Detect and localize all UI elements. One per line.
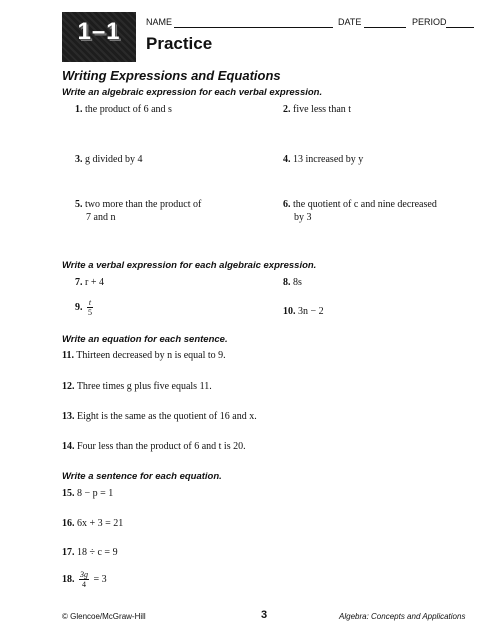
problem-text: Three times g plus five equals 11. <box>76 381 212 392</box>
problem-13: 13. Eight is the same as the quotient of 16 and x. <box>62 411 257 422</box>
lesson-number: 1–1 <box>77 18 121 45</box>
date-label: DATE <box>338 17 362 27</box>
problem-text: 8 − p = 1 <box>77 488 114 499</box>
problem-6: 6. the quotient of c and nine decreased by 3 <box>283 198 473 224</box>
problem-10: 10. 3n − 2 <box>283 306 324 317</box>
problem-18: 18. $\frac{3g}{4}$ = 3 <box>62 570 107 589</box>
problem-4: 4. 13 increased by y <box>283 154 364 165</box>
part3-instruction: Write an equation for each sentence. <box>62 334 228 345</box>
problem-text: 13 increased by y <box>293 154 364 165</box>
problem-text: five less than t <box>293 104 352 115</box>
problem-1: 1. the product of 6 and s <box>75 104 172 115</box>
problem-16: 16. 6x + 3 = 21 <box>62 518 124 529</box>
period-field-line[interactable] <box>446 27 474 28</box>
problem-14: 14. Four less than the product of 6 and t is 20. <box>62 441 246 452</box>
problem-15: 15. 8 − p = 1 <box>62 488 114 499</box>
problem-text: 3n − 2 <box>298 306 324 317</box>
problem-9: 9. $\frac{t}{5}$ <box>75 298 92 317</box>
page-title: Practice <box>146 34 213 53</box>
student-info-row <box>146 17 476 31</box>
part4-instruction: Write a sentence for each equation. <box>62 471 222 482</box>
fraction <box>79 570 89 589</box>
problem-text-line1: two more than the product of <box>85 199 202 210</box>
problem-text: Thirteen decreased by n is equal to 9. <box>76 350 226 361</box>
fraction-denominator: 4 <box>82 580 86 589</box>
lesson-number-box <box>62 12 136 62</box>
problem-17: 17. 18 ÷ c = 9 <box>62 547 118 558</box>
fraction-denominator: 5 <box>88 308 92 317</box>
fraction-numerator: 3g <box>80 570 88 579</box>
problem-text-line2: 7 and n <box>86 212 116 223</box>
problem-text-line2: by 3 <box>294 212 312 223</box>
problem-2: 2. five less than t <box>283 104 352 115</box>
problem-12: 12. Three times g plus five equals 11. <box>62 381 212 392</box>
date-field-line[interactable] <box>364 27 406 28</box>
problem-text: r + 4 <box>85 277 104 288</box>
part2-instruction: Write a verbal expression for each algebraic expression. <box>62 260 317 271</box>
part1-instruction: Write an algebraic expression for each verbal expression. <box>62 87 323 98</box>
fraction <box>87 298 93 317</box>
problem-text: 8s <box>293 277 302 288</box>
problem-text: the product of 6 and s <box>85 104 172 115</box>
period-label: PERIOD <box>412 17 447 27</box>
name-field-line[interactable] <box>174 27 333 28</box>
problem-11: 11. Thirteen decreased by n is equal to 9. <box>62 350 226 361</box>
problem-text: g divided by 4 <box>85 154 143 165</box>
problem-text: 6x + 3 = 21 <box>77 518 124 529</box>
problem-7: 7. r + 4 <box>75 277 104 288</box>
problem-3: 3. g divided by 4 <box>75 154 143 165</box>
problem-5: 5. two more than the product of 7 and n <box>75 198 255 224</box>
page-number: 3 <box>261 609 268 621</box>
problem-text: Four less than the product of 6 and t is 20. <box>77 441 246 452</box>
book-title: Algebra: Concepts and Applications <box>339 612 466 621</box>
problem-8: 8. 8s <box>283 277 302 288</box>
copyright-text: © Glencoe/McGraw-Hill <box>62 612 146 621</box>
problem-text-line1: the quotient of c and nine decreased <box>293 199 437 210</box>
problem-text: Eight is the same as the quotient of 16 and x. <box>77 411 257 422</box>
equation-rest: = 3 <box>93 573 107 585</box>
section-title: Writing Expressions and Equations <box>62 68 281 83</box>
fraction-numerator: t <box>88 298 92 307</box>
problem-text: 18 ÷ c = 9 <box>77 547 118 558</box>
name-label: NAME <box>146 17 173 27</box>
